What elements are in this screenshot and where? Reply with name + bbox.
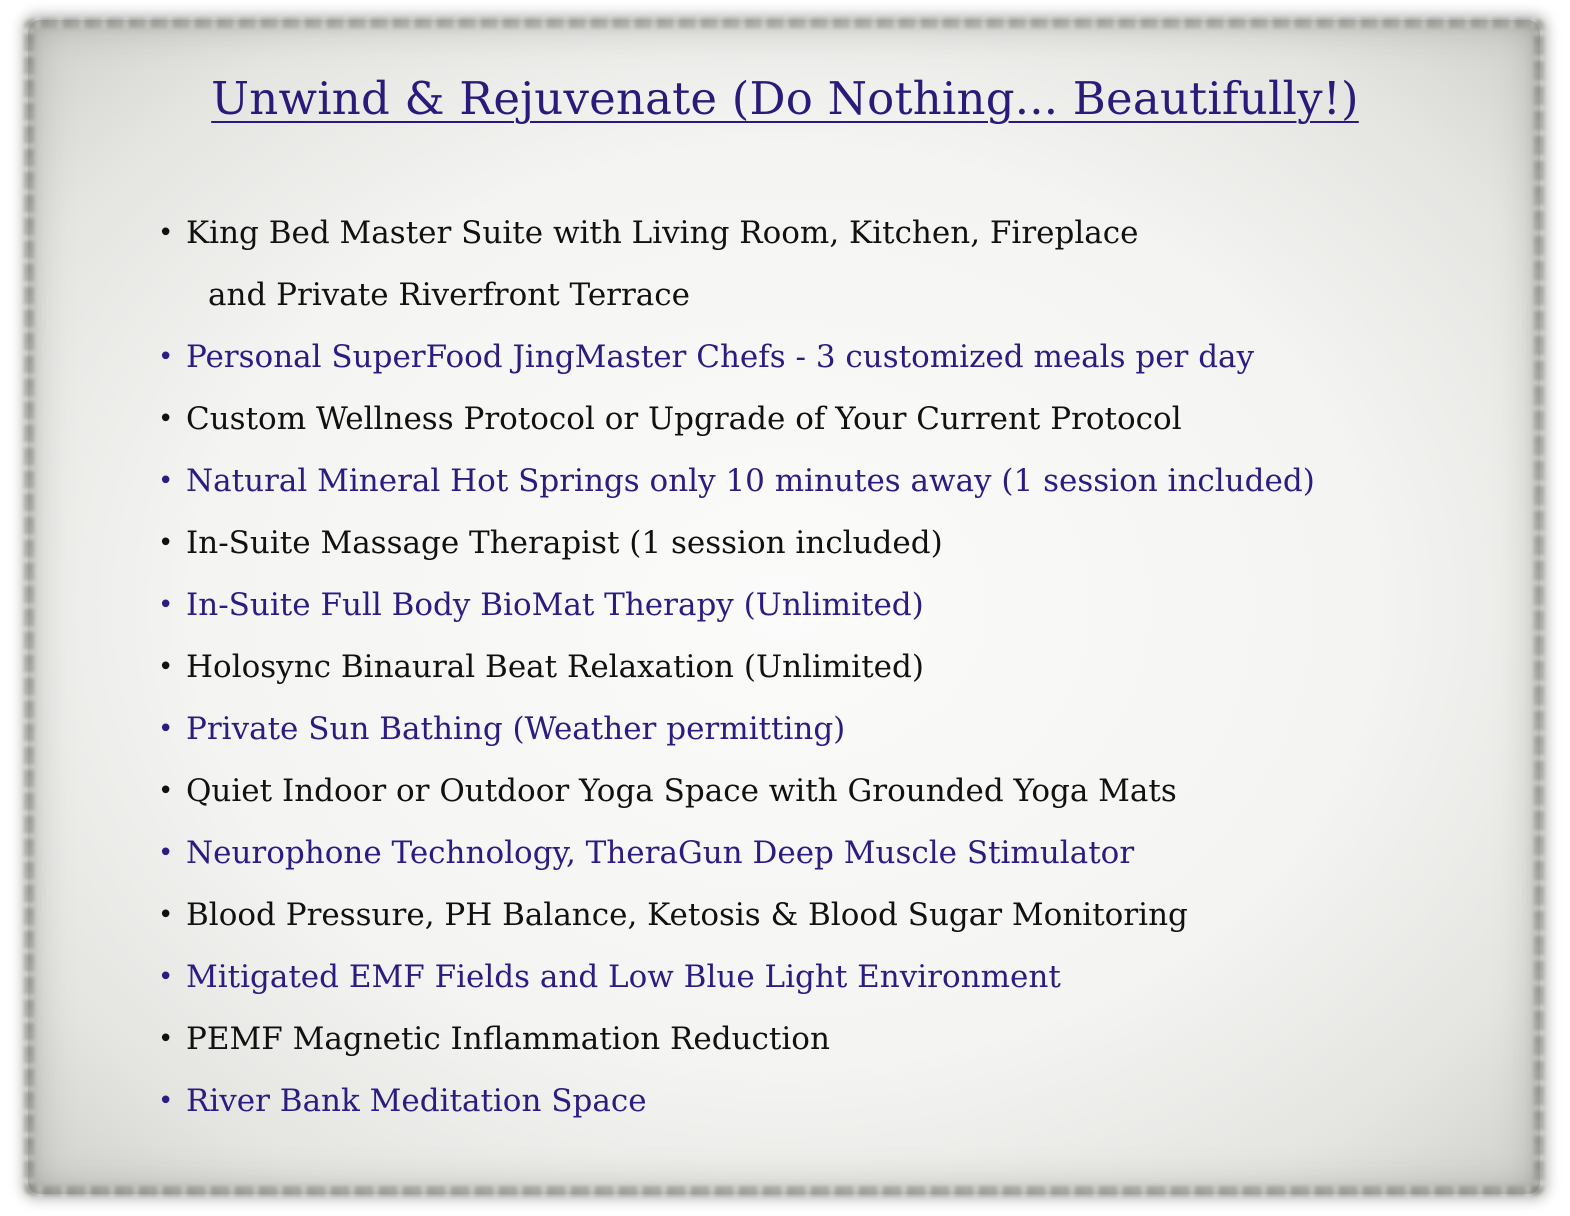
list-item: [156, 946, 1315, 1008]
torn-edge-right: [1534, 20, 1544, 1194]
torn-edge-left: [24, 20, 34, 1194]
list-item-text: King Bed Master Suite with Living Room, Kitchen, Fireplace: [186, 215, 1139, 251]
bullet-icon: •: [158, 342, 174, 372]
list-item: [156, 574, 1315, 636]
amenities-list: [156, 202, 1315, 1132]
list-item: [156, 636, 1315, 698]
list-item: [156, 884, 1315, 946]
list-item: [156, 822, 1315, 884]
bullet-icon: •: [158, 590, 174, 620]
list-item-text: Holosync Binaural Beat Relaxation (Unlimited): [186, 649, 924, 685]
bullet-icon: •: [158, 1024, 174, 1054]
list-item-text: Quiet Indoor or Outdoor Yoga Space with Grounded Yoga Mats: [186, 773, 1177, 809]
bullet-icon: •: [158, 900, 174, 930]
page-title-text: Unwind & Rejuvenate (Do Nothing... Beautifully!): [211, 72, 1359, 125]
list-item: [156, 388, 1315, 450]
list-item: [156, 760, 1315, 822]
bullet-icon: •: [158, 404, 174, 434]
list-item-text: Natural Mineral Hot Springs only 10 minutes away (1 session included): [186, 463, 1315, 499]
list-item-text: River Bank Meditation Space: [186, 1083, 647, 1119]
list-item: [156, 698, 1315, 760]
page-title: [0, 72, 1570, 125]
list-item-text: In-Suite Massage Therapist (1 session included): [186, 525, 943, 561]
list-item: [156, 450, 1315, 512]
list-item: [156, 202, 1315, 326]
list-item: [156, 1070, 1315, 1132]
list-item-text: In-Suite Full Body BioMat Therapy (Unlimited): [186, 587, 924, 623]
list-item-text: Private Sun Bathing (Weather permitting): [186, 711, 846, 747]
list-item-text: Neurophone Technology, TheraGun Deep Muscle Stimulator: [186, 835, 1135, 871]
torn-edge-top: [28, 18, 1540, 28]
list-item-text: PEMF Magnetic Inflammation Reduction: [186, 1021, 830, 1057]
bullet-icon: •: [158, 652, 174, 682]
list-item-continuation: and Private Riverfront Terrace: [208, 277, 690, 313]
list-item: [156, 1008, 1315, 1070]
list-item-text: Blood Pressure, PH Balance, Ketosis & Blood Sugar Monitoring: [186, 897, 1188, 933]
bullet-icon: •: [158, 962, 174, 992]
list-item: [156, 512, 1315, 574]
list-item: [156, 326, 1315, 388]
bullet-icon: •: [158, 838, 174, 868]
torn-edge-bottom: [28, 1186, 1540, 1196]
bullet-icon: •: [158, 528, 174, 558]
list-item-text: Mitigated EMF Fields and Low Blue Light Environment: [186, 959, 1061, 995]
bullet-icon: •: [158, 714, 174, 744]
bullet-icon: •: [158, 466, 174, 496]
list-item-text: Personal SuperFood JingMaster Chefs - 3 customized meals per day: [186, 339, 1255, 375]
bullet-icon: •: [158, 1086, 174, 1116]
bullet-icon: •: [158, 776, 174, 806]
bullet-icon: •: [158, 218, 174, 248]
list-item-text: Custom Wellness Protocol or Upgrade of Your Current Protocol: [186, 401, 1182, 437]
